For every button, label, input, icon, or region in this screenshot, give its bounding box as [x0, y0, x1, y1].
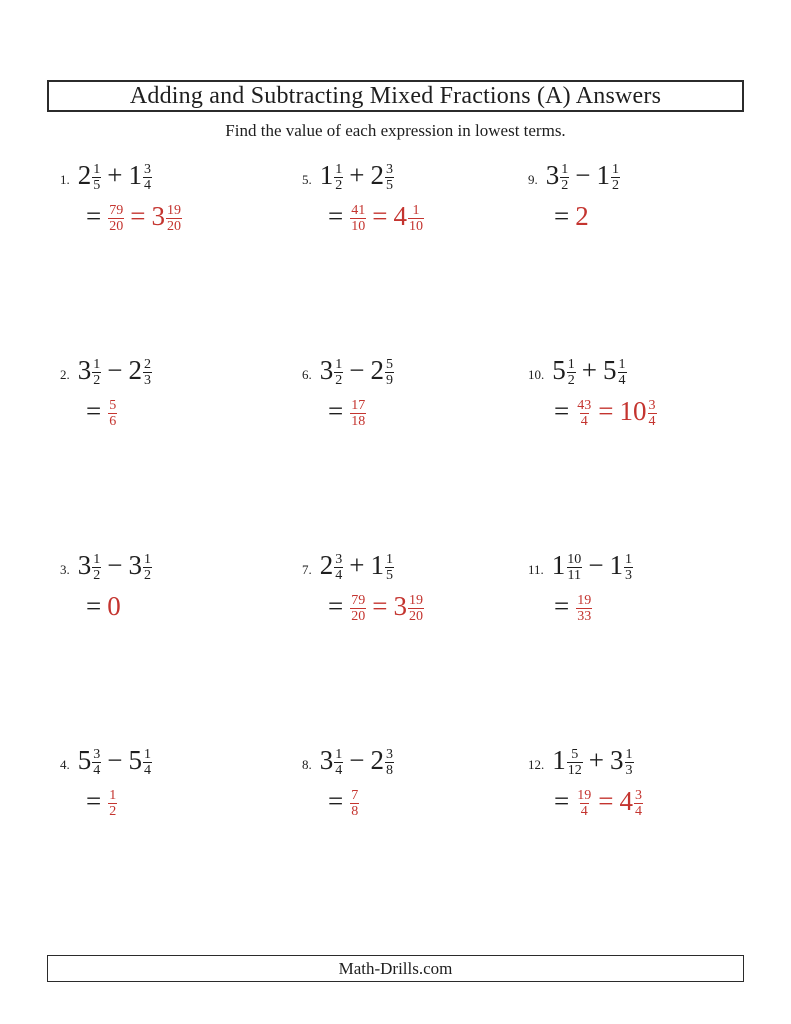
problem [60, 546, 302, 741]
expression-math [319, 355, 394, 389]
operator: + [581, 355, 597, 385]
mixed-number [370, 355, 395, 389]
fraction [92, 552, 101, 584]
fraction-numerator: 3 [386, 745, 394, 762]
mixed-number [77, 160, 102, 194]
problem-number: 12. [528, 757, 545, 772]
problem-number: 7. [302, 562, 312, 577]
mixed-number [370, 550, 395, 584]
answer-math [575, 591, 592, 625]
problem-expression-line [528, 741, 760, 780]
fraction-numerator: 1 [612, 160, 620, 177]
fraction [567, 357, 576, 389]
fraction [92, 162, 101, 194]
whole-number: 3 [77, 550, 92, 580]
fraction [350, 398, 366, 430]
operator: + [107, 160, 123, 190]
whole-number: 2 [370, 160, 384, 190]
fraction-numerator: 1 [412, 201, 420, 218]
fraction-denominator: 2 [612, 177, 620, 194]
operator: = [372, 201, 388, 232]
fraction [567, 747, 583, 779]
fraction-denominator: 8 [386, 762, 394, 779]
problem-expression-line [60, 351, 302, 390]
whole-number: 1 [370, 550, 384, 580]
problem-answer-line [554, 392, 760, 431]
answer-math [349, 591, 424, 625]
problem [302, 546, 528, 741]
fraction-denominator: 3 [625, 567, 633, 584]
fraction-numerator: 1 [561, 160, 569, 177]
problems-grid [60, 156, 760, 936]
fraction-numerator: 79 [351, 591, 366, 608]
fraction-denominator: 2 [93, 567, 101, 584]
answer-math [349, 786, 359, 820]
fraction [334, 552, 343, 584]
fraction [576, 788, 592, 820]
footer-text: Math-Drills.com [338, 958, 453, 978]
problem [528, 741, 760, 936]
problem [528, 351, 760, 546]
fraction-numerator: 3 [635, 786, 643, 803]
problem-number: 1. [60, 172, 70, 187]
fraction-numerator: 5 [109, 396, 117, 413]
whole-number: 5 [552, 355, 566, 385]
fraction-denominator: 5 [386, 177, 394, 194]
problem-expression-line [302, 546, 528, 585]
problem-expression-line [528, 546, 760, 585]
problem-answer-line [86, 587, 302, 626]
expression-math [319, 550, 394, 584]
operator: − [588, 550, 604, 580]
problem-answer-line [86, 197, 302, 236]
number: 2 [575, 201, 589, 232]
equals-sign: = [328, 786, 344, 817]
fraction-denominator: 4 [144, 177, 152, 194]
mixed-number [151, 201, 183, 235]
problem-answer-line [328, 392, 528, 431]
expression-math [77, 160, 152, 194]
fraction-denominator: 2 [144, 567, 152, 584]
answer-math [575, 786, 643, 820]
mixed-number [128, 550, 153, 584]
equals-sign: = [554, 201, 570, 232]
whole-number: 2 [370, 355, 384, 385]
whole-number: 5 [77, 745, 92, 775]
mixed-number [128, 355, 153, 389]
problem-expression-line [302, 156, 528, 195]
whole-number: 2 [77, 160, 92, 190]
fraction [143, 357, 152, 389]
fraction [618, 357, 627, 389]
fraction-denominator: 2 [561, 177, 569, 194]
problem-expression-line [528, 351, 760, 390]
mixed-number [370, 745, 395, 779]
equals-sign: = [554, 591, 570, 622]
fraction-numerator: 1 [618, 355, 626, 372]
whole-number: 3 [151, 201, 165, 232]
whole-number: 2 [370, 745, 384, 775]
fraction-denominator: 20 [109, 218, 124, 235]
problem [302, 351, 528, 546]
answer-math [107, 786, 117, 820]
fraction-numerator: 5 [571, 745, 579, 762]
fraction-numerator: 1 [335, 745, 343, 762]
problem-expression-line [60, 741, 302, 780]
equals-sign: = [328, 591, 344, 622]
mixed-number [603, 355, 627, 389]
fraction-denominator: 2 [335, 177, 343, 194]
fraction-numerator: 43 [577, 396, 592, 413]
fraction-denominator: 6 [109, 413, 117, 430]
operator: + [588, 745, 605, 775]
answer-math [107, 201, 182, 235]
expression-math [551, 550, 633, 584]
expression-math [77, 355, 152, 389]
equals-sign: = [554, 786, 570, 817]
operator: = [598, 396, 614, 427]
mixed-number [319, 550, 344, 584]
fraction-denominator: 4 [648, 413, 656, 430]
fraction [143, 747, 152, 779]
mixed-number [77, 550, 102, 584]
fraction-numerator: 3 [93, 745, 101, 762]
answer-math [107, 396, 117, 430]
operator: + [349, 550, 365, 580]
whole-number: 1 [552, 745, 566, 775]
fraction [92, 357, 101, 389]
operator: − [107, 550, 123, 580]
expression-math [552, 355, 626, 389]
problem [60, 156, 302, 351]
fraction-denominator: 3 [144, 372, 152, 389]
answer-math [575, 396, 656, 430]
fraction [576, 593, 592, 625]
mixed-number [609, 550, 634, 584]
equals-sign: = [86, 591, 102, 622]
fraction-denominator: 3 [625, 762, 633, 779]
fraction [408, 593, 424, 625]
operator: = [372, 591, 388, 622]
fraction-denominator: 20 [409, 608, 424, 625]
problem-number: 5. [302, 172, 312, 187]
fraction-numerator: 1 [93, 355, 101, 372]
equals-sign: = [86, 396, 102, 427]
mixed-number [552, 355, 576, 389]
problem-expression-line [302, 351, 528, 390]
mixed-number [619, 396, 657, 430]
fraction-denominator: 10 [409, 218, 424, 235]
fraction [611, 162, 620, 194]
whole-number: 1 [596, 160, 610, 190]
footer-box [47, 955, 744, 982]
whole-number: 1 [128, 160, 142, 190]
fraction-denominator: 4 [580, 803, 588, 820]
equals-sign: = [328, 201, 344, 232]
expression-math [545, 160, 620, 194]
problem [302, 156, 528, 351]
fraction-numerator: 1 [567, 355, 575, 372]
whole-number: 3 [319, 355, 334, 385]
fraction [334, 162, 343, 194]
problem-number: 2. [60, 367, 70, 382]
fraction-numerator: 10 [567, 550, 582, 567]
whole-number: 3 [610, 745, 624, 775]
problem-answer-line [328, 782, 528, 821]
equals-sign: = [328, 396, 344, 427]
fraction-numerator: 5 [386, 355, 394, 372]
problem-expression-line [60, 546, 302, 585]
title-box [47, 80, 744, 112]
mixed-number [370, 160, 395, 194]
fraction-numerator: 7 [351, 786, 359, 803]
mixed-number [610, 745, 634, 779]
whole-number: 2 [128, 355, 142, 385]
fraction [560, 162, 569, 194]
mixed-number [596, 160, 621, 194]
problem-answer-line [86, 782, 302, 821]
mixed-number [552, 745, 583, 779]
operator: − [349, 355, 365, 385]
fraction [92, 747, 101, 779]
whole-number: 1 [319, 160, 334, 190]
fraction-numerator: 3 [335, 550, 343, 567]
problem-number: 8. [302, 757, 312, 772]
fraction-denominator: 2 [93, 372, 101, 389]
problem [60, 741, 302, 936]
fraction-denominator: 12 [567, 762, 582, 779]
fraction [334, 357, 343, 389]
problem [60, 351, 302, 546]
problem-answer-line [328, 197, 528, 236]
fraction-denominator: 4 [635, 803, 643, 820]
whole-number: 3 [128, 550, 142, 580]
operator: + [349, 160, 365, 190]
whole-number: 4 [619, 786, 633, 817]
problem-number: 9. [528, 172, 538, 187]
fraction [108, 398, 117, 430]
problem-expression-line [302, 741, 528, 780]
fraction-numerator: 17 [351, 396, 366, 413]
fraction-denominator: 4 [618, 372, 626, 389]
whole-number: 1 [551, 550, 566, 580]
whole-number: 5 [603, 355, 617, 385]
fraction-numerator: 41 [351, 201, 366, 218]
fraction-denominator: 5 [386, 567, 394, 584]
problem-answer-line [86, 392, 302, 431]
problem-number: 6. [302, 367, 312, 382]
fraction-denominator: 10 [351, 218, 366, 235]
whole-number: 1 [609, 550, 624, 580]
mixed-number [319, 745, 344, 779]
problem-expression-line [528, 156, 760, 195]
expression-math [319, 160, 394, 194]
operator: − [349, 745, 365, 775]
problem-expression-line [60, 156, 302, 195]
problem-answer-line [554, 197, 760, 236]
problem-answer-line [328, 587, 528, 626]
equals-sign: = [86, 786, 102, 817]
fraction [625, 747, 634, 779]
fraction [566, 552, 582, 584]
whole-number: 10 [619, 396, 647, 427]
fraction-denominator: 20 [167, 218, 182, 235]
mixed-number [128, 745, 153, 779]
fraction-denominator: 11 [567, 567, 582, 584]
fraction-denominator: 5 [93, 177, 101, 194]
whole-number: 3 [393, 591, 407, 622]
fraction-denominator: 33 [577, 608, 592, 625]
mixed-number [393, 201, 425, 235]
fraction-numerator: 1 [93, 550, 101, 567]
fraction-denominator: 4 [335, 762, 343, 779]
fraction [385, 747, 394, 779]
fraction-denominator: 2 [567, 372, 575, 389]
fraction [350, 593, 366, 625]
fraction-denominator: 4 [580, 413, 588, 430]
expression-math [552, 745, 633, 779]
fraction [408, 203, 424, 235]
mixed-number [545, 160, 570, 194]
problem-number: 10. [528, 367, 545, 382]
problem-number: 3. [60, 562, 70, 577]
expression-math [77, 550, 152, 584]
instructions-text: Find the value of each expression in lowest terms. [225, 121, 566, 140]
fraction [166, 203, 182, 235]
operator: − [107, 745, 123, 775]
fraction-denominator: 18 [351, 413, 366, 430]
fraction-numerator: 79 [109, 201, 124, 218]
mixed-number [551, 550, 583, 584]
operator: = [130, 201, 146, 232]
fraction-numerator: 2 [144, 355, 152, 372]
fraction-denominator: 20 [351, 608, 366, 625]
page-title: Adding and Subtracting Mixed Fractions (A) Answers [129, 82, 662, 109]
problem [528, 156, 760, 351]
equals-sign: = [554, 396, 570, 427]
problem-number: 11. [528, 562, 544, 577]
fraction-numerator: 1 [386, 550, 394, 567]
mixed-number [128, 160, 153, 194]
answer-math [349, 396, 366, 430]
fraction-numerator: 19 [577, 786, 592, 803]
answer-math [349, 201, 424, 235]
fraction-numerator: 1 [109, 786, 117, 803]
fraction-numerator: 1 [144, 745, 152, 762]
fraction-denominator: 9 [386, 372, 394, 389]
fraction-numerator: 3 [386, 160, 394, 177]
fraction-numerator: 19 [577, 591, 592, 608]
mixed-number [319, 355, 344, 389]
fraction [624, 552, 633, 584]
fraction [385, 552, 394, 584]
fraction-numerator: 3 [648, 396, 656, 413]
fraction-numerator: 1 [625, 745, 633, 762]
mixed-number [393, 591, 425, 625]
answer-math [107, 591, 121, 621]
number: 0 [107, 591, 121, 622]
fraction [143, 162, 152, 194]
fraction-numerator: 19 [409, 591, 424, 608]
fraction [576, 398, 592, 430]
fraction-denominator: 4 [93, 762, 101, 779]
mixed-number [77, 355, 102, 389]
mixed-number [319, 160, 344, 194]
fraction [108, 788, 117, 820]
equals-sign: = [86, 201, 102, 232]
problem [528, 546, 760, 741]
whole-number: 4 [393, 201, 407, 232]
fraction-numerator: 1 [93, 160, 101, 177]
fraction [108, 203, 124, 235]
fraction [350, 788, 359, 820]
fraction-numerator: 1 [144, 550, 152, 567]
fraction [350, 203, 366, 235]
whole-number: 3 [77, 355, 92, 385]
fraction-numerator: 3 [144, 160, 152, 177]
fraction [648, 398, 657, 430]
fraction [385, 162, 394, 194]
problem-answer-line [554, 587, 760, 626]
fraction-denominator: 4 [144, 762, 152, 779]
operator: − [575, 160, 591, 190]
fraction-denominator: 8 [351, 803, 359, 820]
fraction-denominator: 2 [109, 803, 117, 820]
expression-math [319, 745, 394, 779]
whole-number: 3 [319, 745, 334, 775]
fraction-denominator: 2 [335, 372, 343, 389]
fraction-numerator: 1 [335, 160, 343, 177]
fraction-denominator: 4 [335, 567, 343, 584]
fraction-numerator: 19 [167, 201, 182, 218]
whole-number: 2 [319, 550, 334, 580]
fraction [634, 788, 643, 820]
problem-answer-line [554, 782, 760, 821]
whole-number: 3 [545, 160, 560, 190]
whole-number: 5 [128, 745, 142, 775]
fraction [143, 552, 152, 584]
fraction-numerator: 1 [625, 550, 633, 567]
mixed-number [77, 745, 102, 779]
problem [302, 741, 528, 936]
fraction-numerator: 1 [335, 355, 343, 372]
fraction [334, 747, 343, 779]
answer-math [575, 201, 589, 231]
mixed-number [619, 786, 644, 820]
operator: = [598, 786, 614, 817]
problem-number: 4. [60, 757, 70, 772]
fraction [385, 357, 394, 389]
expression-math [77, 745, 152, 779]
operator: − [107, 355, 123, 385]
